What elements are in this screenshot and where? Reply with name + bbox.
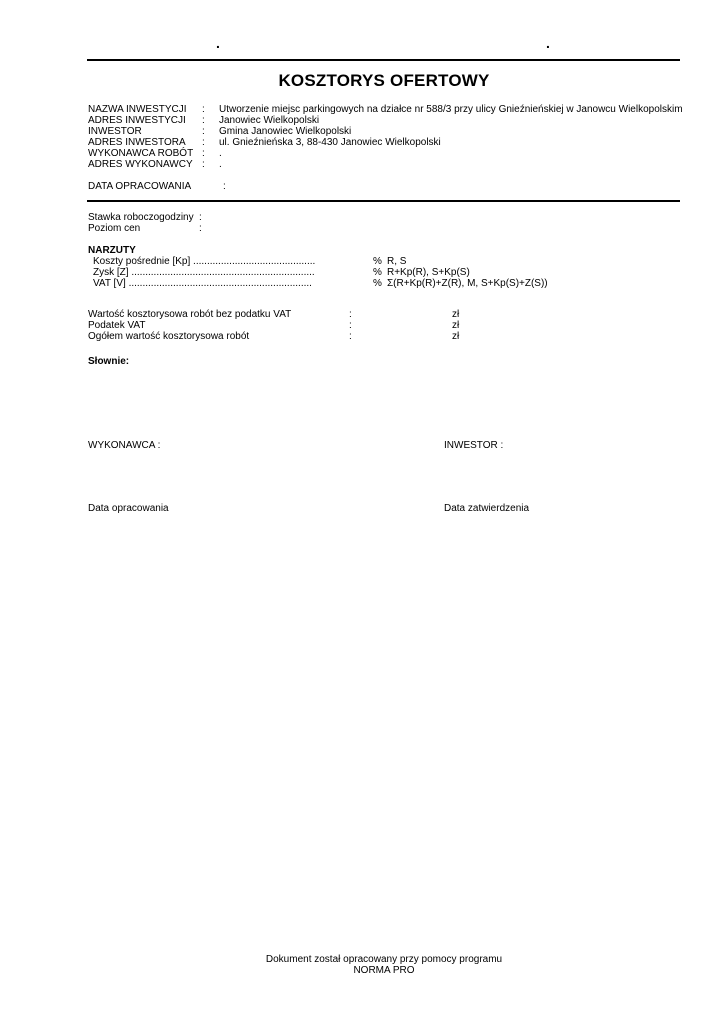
header-dot-right: . [546, 35, 550, 51]
page-title: KOSZTORYS OFERTOWY [278, 71, 490, 90]
inwestor-signature-label: INWESTOR : [444, 440, 504, 451]
total-netto-unit: zł [452, 309, 460, 320]
info-value-adres-inwestycji: Janowiec Wielkopolski [219, 115, 320, 126]
narzut-vat-formula: Σ(R+Kp(R)+Z(R), M, S+Kp(S)+Z(S)) [387, 278, 548, 289]
narzut-zysk-label: Zysk [Z] .................................................................. [93, 267, 315, 278]
info-value-nazwa: Utworzenie miejsc parkingowych na działce nr 588/3 przy ulicy Gnieźnieńskiej w Janowcu Wielkopolskim [219, 104, 683, 115]
info-value-wykonawca: . [219, 148, 222, 159]
narzut-kp-label: Koszty pośrednie [Kp] ............................................ [93, 256, 316, 267]
info-label-adres-wykonawcy: ADRES WYKONAWCY [88, 159, 193, 170]
slownie-label: Słownie: [88, 356, 130, 367]
footer-line-2: NORMA PRO [353, 965, 415, 976]
narzut-zysk-formula: R+Kp(R), S+Kp(S) [387, 267, 470, 278]
info-label-adres-inwestora: ADRES INWESTORA [88, 137, 186, 148]
info-sep: : [202, 104, 205, 115]
top-divider [87, 59, 680, 61]
data-opracowania-label: DATA OPRACOWANIA [88, 181, 192, 192]
data-opracowania-signature: Data opracowania [88, 503, 169, 514]
total-vat-label: Podatek VAT [88, 320, 146, 331]
stawka-label: Stawka roboczogodziny [88, 212, 194, 223]
wykonawca-signature-label: WYKONAWCA : [88, 440, 161, 451]
info-sep: : [202, 148, 205, 159]
data-opracowania-sep: : [223, 181, 226, 192]
info-label-nazwa: NAZWA INWESTYCJI [88, 104, 187, 115]
total-brutto-sep: : [349, 331, 352, 342]
total-netto-label: Wartość kosztorysowa robót bez podatku VAT [88, 309, 292, 320]
narzuty-heading: NARZUTY [88, 245, 136, 256]
info-sep: : [202, 115, 205, 126]
info-sep: : [202, 126, 205, 137]
narzut-vat-unit: % [373, 278, 382, 289]
info-value-adres-wykonawcy: . [219, 159, 222, 170]
poziom-cen-label: Poziom cen [88, 223, 141, 234]
total-vat-sep: : [349, 320, 352, 331]
info-value-adres-inwestora: ul. Gnieźnieńska 3, 88-430 Janowiec Wielkopolski [219, 137, 441, 148]
info-value-inwestor: Gmina Janowiec Wielkopolski [219, 126, 352, 137]
total-netto-sep: : [349, 309, 352, 320]
narzut-kp-unit: % [373, 256, 382, 267]
info-label-adres-inwestycji: ADRES INWESTYCJI [88, 115, 186, 126]
header-dot-left: . [216, 35, 220, 51]
narzut-zysk-unit: % [373, 267, 382, 278]
total-vat-unit: zł [452, 320, 460, 331]
info-sep: : [202, 159, 205, 170]
mid-divider [87, 200, 680, 202]
narzut-vat-label: VAT [V] .................................................................. [93, 278, 312, 289]
poziom-cen-sep: : [199, 223, 202, 234]
total-brutto-label: Ogółem wartość kosztorysowa robót [88, 331, 250, 342]
info-label-inwestor: INWESTOR [88, 126, 142, 137]
footer-line-1: Dokument został opracowany przy pomocy programu [265, 954, 503, 965]
total-brutto-unit: zł [452, 331, 460, 342]
narzut-kp-formula: R, S [387, 256, 407, 267]
stawka-sep: : [199, 212, 202, 223]
info-label-wykonawca: WYKONAWCA ROBÓT [88, 148, 194, 159]
info-sep: : [202, 137, 205, 148]
data-zatwierdzenia-signature: Data zatwierdzenia [444, 503, 530, 514]
